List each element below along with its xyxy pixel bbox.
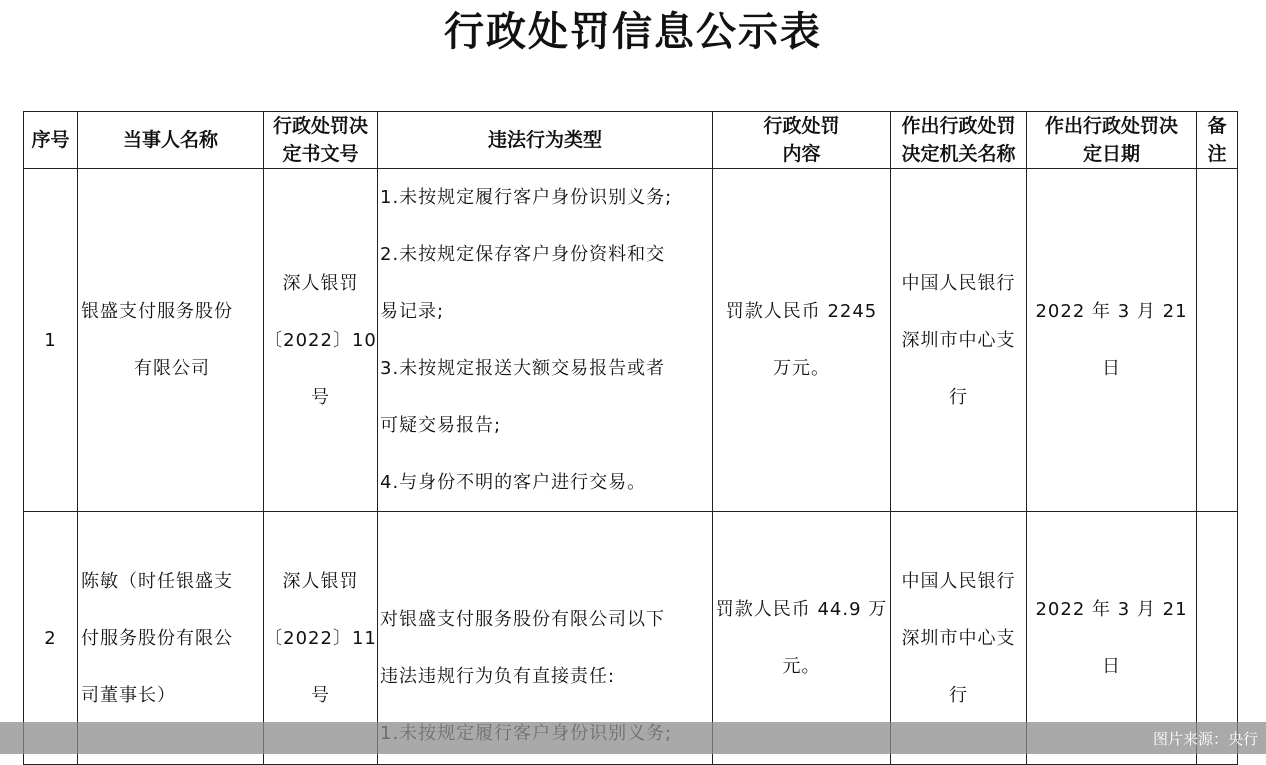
cell-date: 2022 年 3 月 21 日 bbox=[1027, 169, 1197, 512]
cell-seq: 2 bbox=[24, 512, 78, 765]
cell-doc-no: 深人银罚 〔2022〕10 号 bbox=[264, 169, 378, 512]
source-caption: 图片来源：央行 bbox=[1152, 730, 1258, 748]
cell-authority: 中国人民银行 深圳市中心支 行 bbox=[891, 169, 1027, 512]
cell-remark bbox=[1197, 169, 1238, 512]
source-bar bbox=[0, 722, 1266, 754]
header-seq: 序号 bbox=[24, 112, 78, 169]
header-remark: 备 注 bbox=[1197, 112, 1238, 169]
table-row bbox=[24, 169, 1238, 512]
header-date: 作出行政处罚决 定日期 bbox=[1027, 112, 1197, 169]
header-party: 当事人名称 bbox=[78, 112, 264, 169]
cell-content: 罚款人民币 2245 万元。 bbox=[713, 169, 891, 512]
header-authority: 作出行政处罚 决定机关名称 bbox=[891, 112, 1027, 169]
header-doc-no: 行政处罚决 定书文号 bbox=[264, 112, 378, 169]
cell-date: 2022 年 3 月 21 日 bbox=[1027, 512, 1197, 765]
cell-content: 罚款人民币 44.9 万 元。 bbox=[713, 512, 891, 765]
cell-violation: 1.未按规定履行客户身份识别义务; 2.未按规定保存客户身份资料和交 易记录; 3.未按规定报送大额交易报告或者 可疑交易报告; 4.与身份不明的客户进行交易。 bbox=[378, 169, 713, 512]
cell-party: 陈敏（时任银盛支 付服务股份有限公 司董事长） bbox=[78, 512, 264, 765]
header-row bbox=[24, 112, 1238, 169]
header-violation: 违法行为类型 bbox=[378, 112, 713, 169]
cell-authority: 中国人民银行 深圳市中心支 行 bbox=[891, 512, 1027, 765]
header-content: 行政处罚 内容 bbox=[713, 112, 891, 169]
cell-party: 银盛支付服务股份 有限公司 bbox=[78, 169, 264, 512]
cell-seq: 1 bbox=[24, 169, 78, 512]
cell-violation: 对银盛支付服务股份有限公司以下 违法违规行为负有直接责任: bbox=[378, 512, 713, 765]
penalty-table bbox=[23, 111, 1238, 765]
cell-doc-no: 深人银罚 〔2022〕11 号 bbox=[264, 512, 378, 765]
page-title: 行政处罚信息公示表 bbox=[444, 9, 822, 55]
